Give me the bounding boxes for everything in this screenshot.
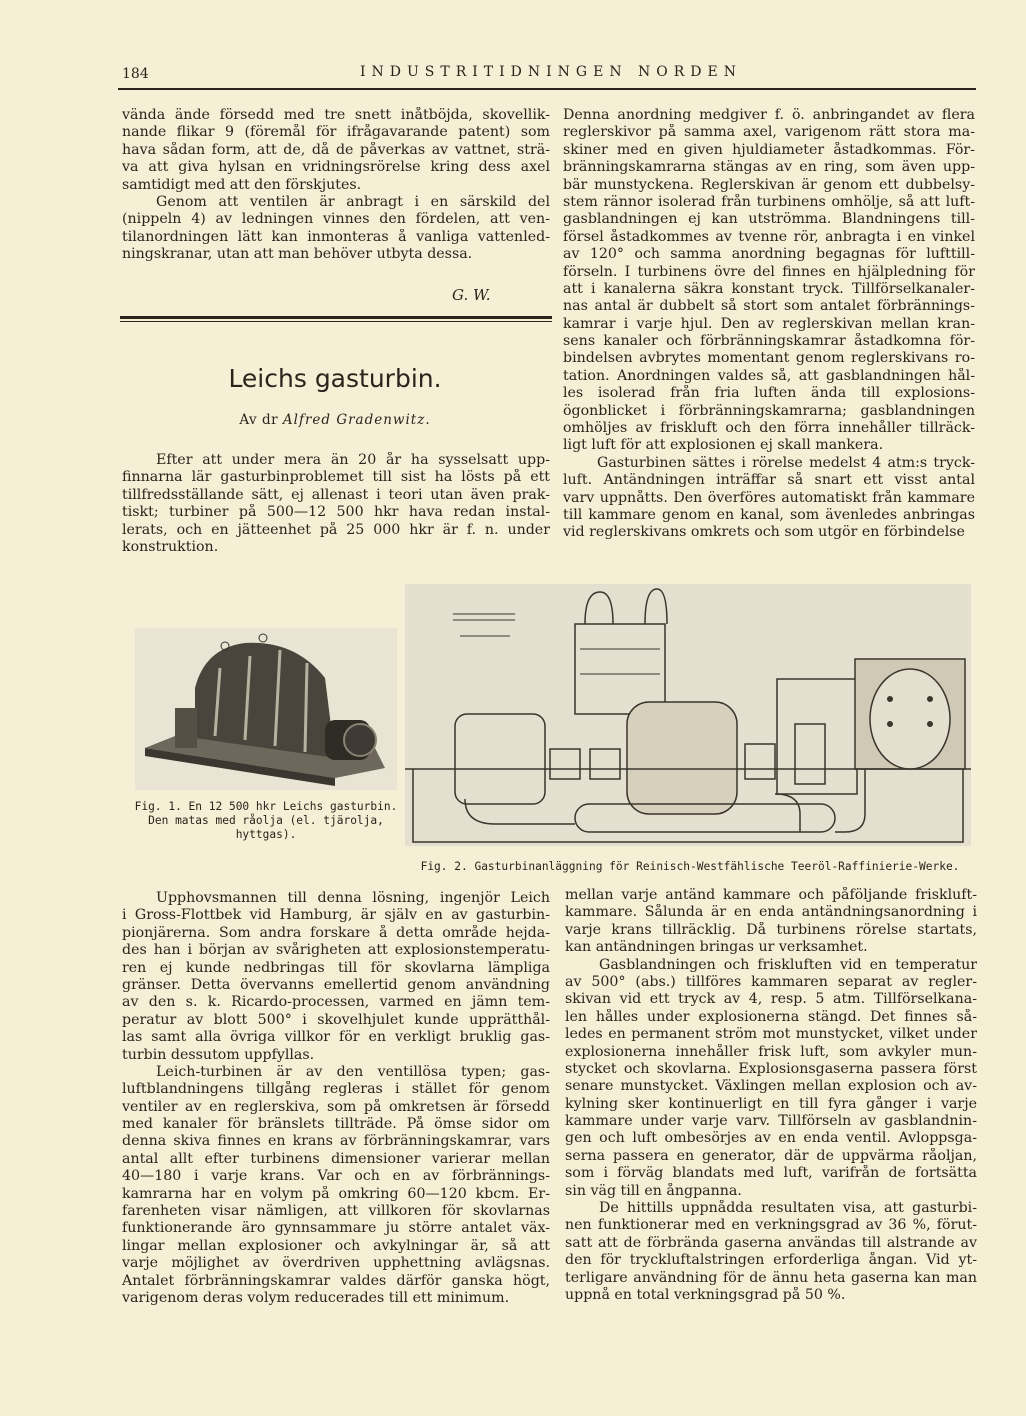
text-line: ledes en permanent ström mot munstycket, vilket under	[565, 1026, 977, 1043]
text-line: kamrar i varje hjul. Den av reglerskivan mellan kran-	[563, 315, 975, 332]
text-line: i Gross-Flottbek vid Hamburg, är själv en av gasturbin-	[122, 907, 550, 924]
text-line: den för tryckluftalstringen erforderliga ångan. Vid yt-	[565, 1252, 977, 1269]
text-line: förseln. I turbinens övre del finnes en hjälpledning för	[563, 263, 975, 280]
text-line: gasblandningen ej kan utströmma. Blandningens till-	[563, 211, 975, 228]
figure-2-caption: Fig. 2. Gasturbinanläggning för Reinisch-Westfählische Teeröl-Raffinierie-Werke.	[420, 860, 960, 873]
column-top-right	[563, 107, 975, 542]
caption-line: hyttgas).	[235, 828, 297, 841]
text-line: finnarna lär gasturbinproblemet till sist ha lösts på ett	[122, 469, 550, 486]
text-line: nen funktionerar med en verkningsgrad av 36 %, förut-	[565, 1217, 977, 1234]
text-line: av 500° (abs.) tillföres kammaren separat av regler-	[565, 973, 977, 990]
figure-2-plant-drawing	[405, 584, 971, 846]
text-line: bär munstyckena. Reglerskivan är genom ett dubbelsy-	[563, 176, 975, 193]
text-line: omhöljes av friskluft och den förra innehåller tillräck-	[563, 420, 975, 437]
text-line: lingar mellan explosioner och avkylningar är, så att	[122, 1237, 550, 1254]
text-line: kamrarna har en volym på omkring 60—120 kbcm. Er-	[122, 1185, 550, 1202]
figure-1-caption	[125, 800, 407, 842]
signature: G. W.	[452, 286, 491, 304]
text-line: Upphovsmannen till denna lösning, ingenjör Leich	[156, 890, 550, 906]
section-divider-thick	[120, 316, 552, 319]
text-line: tiskt; turbiner på 500—12 500 hkr hava redan instal-	[122, 504, 550, 521]
text-line: varv uppnåtts. Den överföres automatiskt från kammare	[563, 489, 975, 506]
figure-1-turbine-photo	[135, 628, 397, 790]
text-line: peratur av blott 500° i skovelhjulet kunde upprätthål-	[122, 1011, 550, 1028]
text-line: mellan varje antänd kammare och påföljande friskluft-	[565, 887, 977, 903]
text-line: denna skiva finnes en krans av förbränningskamrar, vars	[122, 1133, 550, 1150]
text-line: Denna anordning medgiver f. ö. anbringandet av flera	[563, 107, 975, 123]
text-line: satt att de förbrända gaserna användas till alstrande av	[565, 1234, 977, 1251]
text-line: kan antändningen bringas ur verksamhet.	[565, 939, 868, 956]
text-line: varje möjlighet av överdriven upphettning avlägsnas.	[122, 1255, 550, 1272]
running-head: INDUSTRITIDNINGEN NORDEN	[360, 64, 742, 80]
text-line: tation. Anordningen valdes så, att gasblandningen hål-	[563, 367, 975, 384]
text-line: las samt alla övriga villkor för en verkligt bruklig gas-	[122, 1029, 550, 1046]
text-line: hava sådan form, att de, då de påverkas av vattnet, strä-	[122, 141, 550, 158]
byline-prefix: Av dr	[239, 412, 279, 428]
text-line: skiner med en given hjuldiameter åstadkommas. För-	[563, 141, 975, 158]
text-line: gen och luft ombesörjes av en enda ventil. Avloppsga-	[565, 1130, 977, 1147]
text-line: ren ej kunde nedbringas till för skovlarna lämpliga	[122, 959, 550, 976]
text-line: gränser. Detta övervanns emellertid genom användning	[122, 976, 550, 993]
text-line: les isolerad från fria luften ända till explosions-	[563, 385, 975, 402]
text-line: bindelsen avbrytes momentant genom reglerskivans ro-	[563, 350, 975, 367]
text-line: farenheten visar nämligen, att villkoren för skovlarnas	[122, 1203, 550, 1220]
text-line: len hålles under explosionerna stängd. Det finnes så-	[565, 1008, 977, 1025]
text-line: bränningskamrarna stängas av en ring, som även upp-	[563, 159, 975, 176]
text-line: samtidigt med att den förskjutes.	[122, 176, 362, 193]
text-line: till kammare genom en kanal, som ävenledes anbringas	[563, 506, 975, 523]
text-line: nas antal är dubbelt så stort som antalet förbrännings-	[563, 298, 975, 315]
text-line: Gasturbinen sättes i rörelse medelst 4 atm:s tryck-	[597, 454, 975, 471]
text-line: des han i början av svårigheten att explosionstemperatu-	[122, 942, 550, 959]
text-line: ventiler av en reglerskiva, som på omkretsen är försedd	[122, 1098, 550, 1115]
text-line: nande flikar 9 (föremål för ifrågavarande patent) som	[122, 124, 550, 141]
column-bottom-left	[122, 890, 550, 1307]
text-line: lerats, och en jätteenhet på 25 000 hkr är f. n. under	[122, 521, 550, 538]
text-line: kammare. Sålunda är en enda antändningsanordning i	[565, 904, 977, 921]
text-line: reglerskivor på samma axel, varigenom rätt stora ma-	[563, 124, 975, 141]
text-line: kammare under varje varv. Tillförseln av gasblandnin-	[565, 1113, 977, 1130]
text-line: konstruktion.	[122, 538, 219, 555]
text-line: funktionerande äro gynnsammare ju större antalet väx-	[122, 1220, 550, 1237]
text-line: 40—180 i varje krans. Var och en av förbrännings-	[122, 1168, 550, 1185]
text-line: som i förväg blandats med luft, varifrån de fortsätta	[565, 1165, 977, 1182]
text-line: ningskranar, utan att man behöver utbyta dessa.	[122, 246, 473, 263]
text-line: luft. Antändningen inträffar så snart ett visst antal	[563, 472, 975, 489]
article-title: Leichs gasturbin.	[228, 364, 442, 393]
text-line: med kanaler för bränslets tillträde. På ömse sidor om	[122, 1116, 550, 1133]
text-line: Leich-turbinen är av den ventillösa typen; gas-	[156, 1063, 550, 1080]
text-line: stem rännor isolerad från turbinens omhölje, så att luft-	[563, 193, 975, 210]
text-line: Gasblandningen och friskluften vid en temperatur	[599, 956, 977, 973]
text-line: pionjärerna. Som andra forskare å detta område hejda-	[122, 924, 550, 941]
text-line: av 120° och samma anordning begagnas för lufttill-	[563, 246, 975, 263]
text-line: senare munstycket. Växlingen mellan explosion och av-	[565, 1078, 977, 1095]
text-line: vid reglerskivans omkrets och som utgör en förbindelse	[563, 524, 965, 541]
text-line: Genom att ventilen är anbragt i en särskild del	[156, 193, 550, 210]
text-line: uppnå en total verkningsgrad på 50 %.	[565, 1286, 846, 1303]
text-line: sin väg till en ångpanna.	[565, 1182, 742, 1199]
text-line: serna passera en generator, där de uppvärma råoljan,	[565, 1147, 977, 1164]
text-line: explosionerna innehåller frisk luft, som avkyler mun-	[565, 1043, 977, 1060]
text-line: varje krans tillräcklig. Då turbinens rörelse startats,	[565, 921, 977, 938]
byline	[120, 412, 550, 428]
text-line: sens kanaler och förbränningskamrar åstadkomna för-	[563, 333, 975, 350]
text-line: Efter att under mera än 20 år ha sysselsatt upp-	[156, 452, 550, 468]
text-line: försel åstadkommes av tvenne rör, anbragta i en vinkel	[563, 228, 975, 245]
text-line: ligt luft för att explosionen ej skall mankera.	[563, 437, 884, 454]
text-line: va att giva hylsan en vridningsrörelse kring dess axel	[122, 159, 550, 176]
author-name: Alfred Gradenwitz.	[282, 412, 431, 428]
text-line: ögonblicket i förbränningskamrarna; gasblandningen	[563, 402, 975, 419]
text-line: att i kanalerna säkra konstant tryck. Tillförselkanaler-	[563, 280, 975, 297]
text-line: stycket och skovlarna. Explosionsgaserna passera först	[565, 1060, 977, 1077]
text-line: terligare användning för de ännu heta gaserna kan man	[565, 1269, 977, 1286]
text-line: kylning sker kontinuerligt en till fyra gånger i varje	[565, 1095, 977, 1112]
column-intro	[122, 452, 550, 556]
text-line: turbin dessutom uppfyllas.	[122, 1046, 315, 1063]
text-line: antal allt efter turbinens dimensioner varierar mellan	[122, 1150, 550, 1167]
text-line: De hittills uppnådda resultaten visa, att gasturbi-	[599, 1200, 977, 1217]
text-line: Antalet förbränningskamrar valdes därför ganska högt,	[122, 1272, 550, 1289]
text-line: luftblandningens tillgång regleras i stället för genom	[122, 1081, 550, 1098]
text-line: tillfredsställande sätt, ej allenast i teori utan även prak-	[122, 486, 550, 503]
text-line: tilanordningen lätt kan inmonteras å vanliga vattenled-	[122, 228, 550, 245]
caption-line: Fig. 1. En 12 500 hkr Leichs gasturbin.	[134, 800, 398, 813]
text-line: vända ände försedd med tre snett inåtböjda, skovellik-	[122, 107, 550, 123]
page-number: 184	[122, 66, 149, 82]
text-line: varigenom deras volym reducerades till ett minimum.	[122, 1289, 510, 1306]
text-line: skivan vid ett tryck av 4, resp. 5 atm. Tillförselkana-	[565, 991, 977, 1008]
column-bottom-right	[565, 887, 977, 1304]
caption-line: Den matas med råolja (el. tjärolja,	[148, 814, 384, 827]
text-line: (nippeln 4) av ledningen vinnes den fördelen, att ven-	[122, 211, 550, 228]
section-divider-thin	[120, 321, 552, 322]
text-line: av den s. k. Ricardo-processen, varmed en jämn tem-	[122, 994, 550, 1011]
column-top-left	[122, 107, 550, 264]
header-rule	[118, 88, 976, 90]
